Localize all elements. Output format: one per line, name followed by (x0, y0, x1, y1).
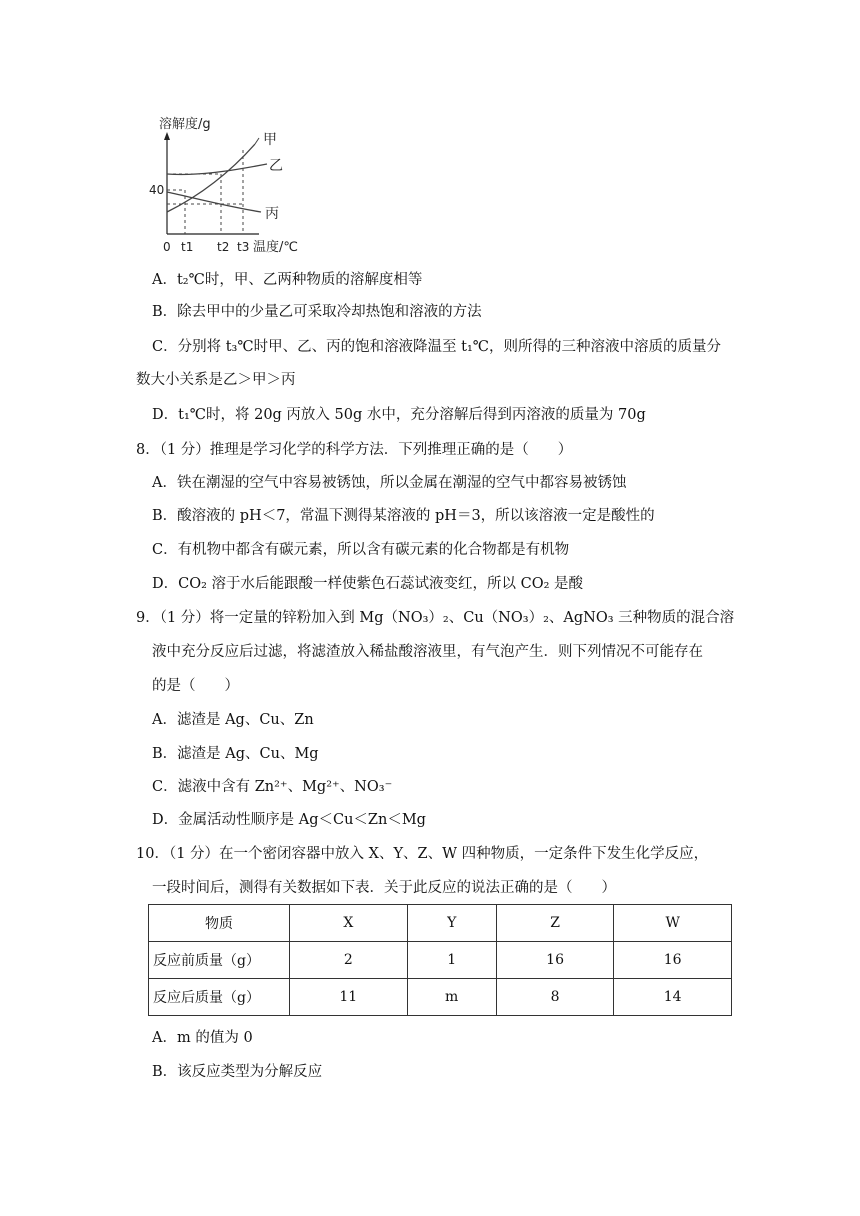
table-header-row (149, 905, 732, 942)
table-cell: m (407, 979, 496, 1016)
q8-option-b: B．酸溶液的 pH＜7，常温下测得某溶液的 pH＝3，所以该溶液一定是酸性的 (152, 508, 655, 524)
graph-y-label: 溶解度/g (159, 117, 211, 132)
table-header-cell: 物质 (149, 905, 290, 942)
q8-option-d: D．CO₂ 溶于水后能跟酸一样使紫色石蕊试液变红，所以 CO₂ 是酸 (152, 576, 584, 592)
graph-x-tick-t3: t3 (237, 240, 250, 254)
q10-stem-line2: 一段时间后，测得有关数据如下表．关于此反应的说法正确的是（ ） (152, 880, 616, 896)
table-header-cell: X (290, 905, 408, 942)
q9-option-a: A．滤渣是 Ag、Cu、Zn (152, 712, 314, 728)
table-row-label: 反应前质量（g） (149, 942, 290, 979)
curve-bing (167, 192, 261, 212)
graph-origin: 0 (163, 240, 171, 254)
q9-option-c: C．滤液中含有 Zn²⁺、Mg²⁺、NO₃⁻ (152, 779, 393, 795)
curve-yi (167, 164, 267, 175)
table-row (149, 979, 732, 1016)
table-cell: 14 (614, 979, 732, 1016)
table-cell: 1 (407, 942, 496, 979)
q7-option-a: A．t₂℃时，甲、乙两种物质的溶解度相等 (152, 272, 423, 288)
table-row (149, 942, 732, 979)
graph-x-tick-t2: t2 (217, 240, 230, 254)
q10-option-a: A．m 的值为 0 (152, 1030, 253, 1046)
q10-data-table (148, 904, 732, 1016)
q7-option-c-line2: 数大小关系是乙＞甲＞丙 (136, 372, 296, 388)
q8-option-a: A．铁在潮湿的空气中容易被锈蚀，所以金属在潮湿的空气中都容易被锈蚀 (152, 475, 627, 491)
q9-stem-line3: 的是（ ） (152, 678, 239, 694)
graph-x-label: 温度/℃ (253, 240, 298, 255)
table-row-label: 反应后质量（g） (149, 979, 290, 1016)
q9-option-b: B．滤渣是 Ag、Cu、Mg (152, 746, 319, 762)
q8-option-c: C．有机物中都含有碳元素，所以含有碳元素的化合物都是有机物 (152, 542, 570, 558)
table-header-cell: W (614, 905, 732, 942)
solubility-graph (149, 108, 315, 256)
q7-option-c-line1: C．分别将 t₃℃时甲、乙、丙的饱和溶液降温至 t₁℃，则所得的三种溶液中溶质的质量分 (152, 339, 722, 355)
table-header-cell: Y (407, 905, 496, 942)
table-cell: 11 (290, 979, 408, 1016)
q10-stem-line1: 10．（1 分）在一个密闭容器中放入 X、Y、Z、W 四种物质，一定条件下发生化学反应， (136, 846, 709, 862)
q7-option-d: D．t₁℃时，将 20g 丙放入 50g 水中，充分溶解后得到丙溶液的质量为 70g (152, 407, 646, 423)
q9-stem-line1: 9．（1 分）将一定量的锌粉加入到 Mg（NO₃）₂、Cu（NO₃）₂、AgNO₃ 三种物质的混合溶 (136, 610, 735, 626)
graph-label-yi: 乙 (269, 158, 283, 174)
q8-stem: 8．（1 分）推理是学习化学的科学方法．下列推理正确的是（ ） (136, 442, 573, 458)
graph-y-tick-40: 40 (149, 183, 165, 197)
table-cell: 16 (496, 942, 614, 979)
table-header-cell: Z (496, 905, 614, 942)
table-cell: 2 (290, 942, 408, 979)
table-cell: 8 (496, 979, 614, 1016)
table-cell: 16 (614, 942, 732, 979)
graph-label-jia: 甲 (263, 132, 277, 148)
graph-label-bing: 丙 (265, 206, 279, 222)
q7-option-b: B．除去甲中的少量乙可采取冷却热饱和溶液的方法 (152, 304, 482, 320)
graph-x-tick-t1: t1 (181, 240, 194, 254)
q9-option-d: D．金属活动性顺序是 Ag＜Cu＜Zn＜Mg (152, 812, 426, 828)
q9-stem-line2: 液中充分反应后过滤，将滤渣放入稀盐酸溶液里，有气泡产生．则下列情况不可能存在 (152, 644, 703, 660)
q10-option-b: B．该反应类型为分解反应 (152, 1064, 323, 1080)
